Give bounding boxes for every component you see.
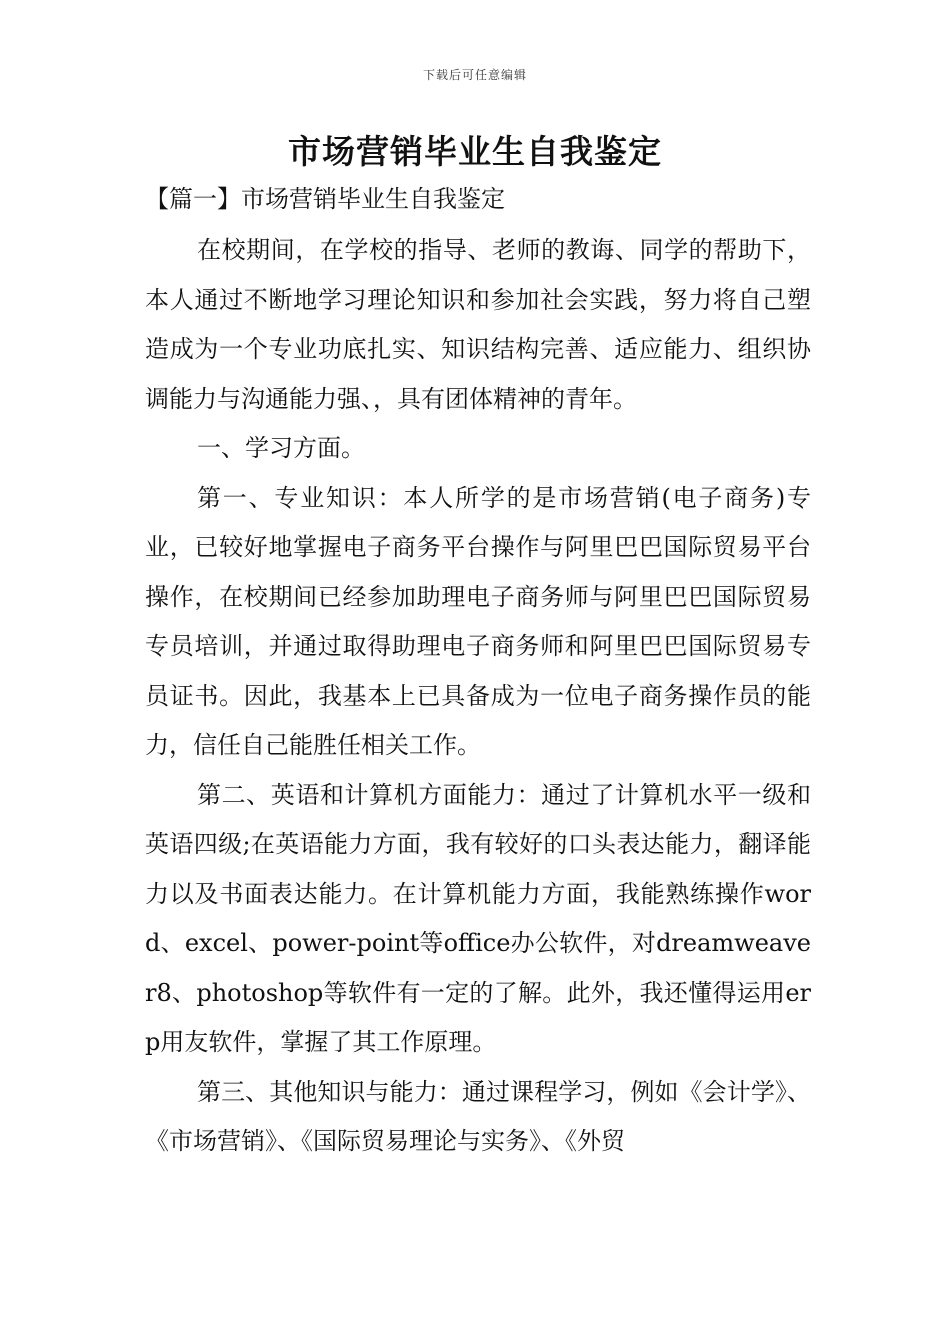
header-note: 下载后可任意编辑 [422,68,527,82]
document-title: 市场营销毕业生自我鉴定 [288,132,662,171]
document-body [145,226,811,1167]
section-heading: 【篇一】市场营销毕业生自我鉴定 [145,185,505,213]
paragraph-english-computer: 第二、英语和计算机方面能力：通过了计算机水平一级和英语四级;在英语能力方面，我有较好的口头表达能力，翻译能力以及书面表达能力。在计算机能力方面，我能熟练操作word、excel、power-point等office办公软件，对dreamweaver8、photoshop等软件有一定的了解。此外，我还懂得运用erp用友软件，掌握了其工作原理。 [145,780,811,1056]
paragraph-other-abilities: 第三、其他知识与能力：通过课程学习，例如《会计学》、《市场营销》、《国际贸易理论与实务》、《外贸 [145,1077,811,1155]
paragraph-professional-knowledge: 第一、专业知识：本人所学的是市场营销(电子商务)专业，已较好地掌握电子商务平台操作与阿里巴巴国际贸易平台操作，在校期间已经参加助理电子商务师与阿里巴巴国际贸易专员培训，并通过取得助理电子商务师和阿里巴巴国际贸易专员证书。因此，我基本上已具备成为一位电子商务操作员的能力，信任自己能胜任相关工作。 [145,483,811,759]
paragraph-intro: 在校期间，在学校的指导、老师的教诲、同学的帮助下，本人通过不断地学习理论知识和参加社会实践，努力将自己塑造成为一个专业功底扎实、知识结构完善、适应能力、组织协调能力与沟通能力强、，具有团体精神的青年。 [145,236,811,413]
paragraph-study-heading: 一、学习方面。 [197,434,365,462]
